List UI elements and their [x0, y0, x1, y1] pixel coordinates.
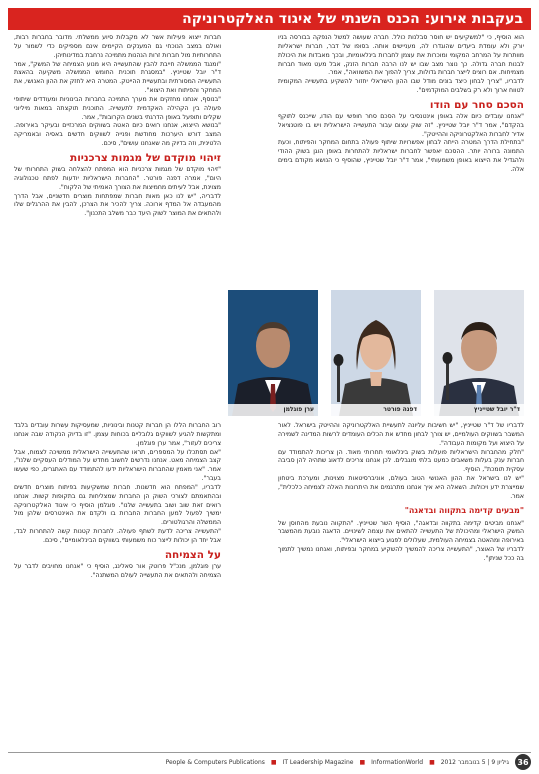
paragraph: לדבריו של האוצר, "התעשייה צריכה להמשיך להשקיע במחקר ובפיתוח, ואנחנו נמשיך לתמוך בה ככל שניתן".	[278, 546, 524, 562]
paragraph: "חלק מהחברות הישראליות פועלות בשוק בינלאומי תחרותי מאוד. הן צריכות להתמודד עם חברות ענק בעלות משאבים כמעט בלתי מוגבלים. לכן אנחנו צריכים לדאוג שתהיה להן סביבה עסקית תומכת", הוסיף.	[278, 448, 524, 474]
paragraph: "התעשייה צריכה לדעת לשתף פעולה. לחברות קטנות קשה להתחרות לבד, אבל יחד הן יכולות לייצר כוח משמעותי בשווקים הבינלאומיים", סיכם.	[14, 528, 221, 544]
paragraph: "זיהוי מוקדם של מגמות צרכניות הוא המפתח להצלחה בשוק התחרותי של היום", אמרה דפנה פורטר. "החברות הישראליות יודעות לפתח טכנולוגיה מצוינת, אבל לעיתים מחמיצות את הצורך האמיתי של הלקוח".	[14, 165, 221, 191]
footer-separator: ■	[270, 758, 277, 766]
column-right-bottom	[278, 422, 524, 748]
paragraph: רוב החברות הללו הן חברות קטנות ובינוניות, שמעסיקות עשרות עובדים בלבד ומתקשות להגיע לשווקים גלובליים בכוחות עצמן. "זו בדיוק הנקודה שבה אנחנו צריכים לעזור", אמר ערן פוגלמן.	[14, 422, 221, 447]
section-heading: הסכם סחר עם הודו	[429, 98, 524, 111]
footer-publisher: People & Computers Publications	[165, 758, 265, 766]
footer-brand: InformationWorld	[371, 758, 424, 766]
page-number: 36	[515, 754, 531, 770]
paragraph: הוא הוסיף, כי "למשקיעים יש חוסר סבלנות כולל. חברה שעושה למשל הנפקה בבורסה בניו יורק ולא עומדת ביעדים שהוגדרו לה, מעניישים אותה. בסופו של דבר, חברות ישראליות מוותרות על המרחב המקומי ומוכרות את עצמן לחברות בינלאומיות, ובכך מאבדות את היכולת לבנות חברה גדולה. כך נוצר מצב שבו יש לנו הרבה חברות הזנק, אבל מעט מאוד חברות מצמיחות. אם רוצים לייצר חברות גדולות, צריך להפוך את המשוואה", אמר.	[278, 34, 524, 77]
footer-separator: ■	[429, 758, 435, 766]
microphone	[446, 360, 449, 400]
speaker-photos	[228, 290, 524, 416]
footer-magazine: IT Leadership Magazine	[282, 758, 354, 766]
paragraph: "יש לנו בישראל את ההון האנושי הטוב בעולם, אוניברסיטאות מצוינות, ומערכת ביטחון שמייצרת ידע ויכולות. השאלה היא איך אנחנו מתרגמים את היתרונות האלה לצמיחה כלכלית", אמר.	[278, 475, 524, 500]
microphone	[337, 362, 340, 402]
section-heading: על הצמיחה	[164, 548, 221, 561]
photo-fogelman	[228, 290, 318, 416]
speaker-portrait	[434, 290, 524, 416]
page-footer	[8, 754, 531, 770]
column-left-top	[14, 34, 221, 370]
paragraph: "בתחילת הדרך המטרה הייתה לבחון אפשרויות שיתוף פעולה בתחום המחקר והפיתוח, וכעת התמונה ברורה יותר. ההסכם יאפשר לחברות ישראליות להתחרות באופן הוגן בשוק ההודי ולהגדיל את הייצוא באופן משמעותי", אמר ד"ר יובל שטייניץ, שהוסיף כי הנושא מקודם בימים אלה.	[278, 139, 524, 173]
paragraph: לדבריו, "צריך לבחון כיצד בונים מודל שבו ההון הישראלי יחזור להשקיע בתעשייה המקומית לטווח ארוך ולא רק בשלבים המוקדמים".	[278, 78, 524, 95]
paragraph: לדבריו, "המפתח הוא חדשנות. חברות שמשקיעות בפיתוח מוצרים חדשים ובהתאמתם לצורכי השוק הן החברות שמצליחות גם בתקופות קשות. אנחנו רואים זאת שוב ושוב בתעשייה שלנו". פוגלמן הוסיף כי איגוד האלקטרוניקה ימשיך לפעול למען החברות החברות בו ולקדם את האינטרסים שלהן מול הממשלה והרגולטורים.	[14, 483, 221, 527]
section-heading: זיהוי מוקדם של מגמות צרכניות	[70, 151, 221, 164]
paragraph: לדבריה, "יש לנו כאן מאות חברות שמפתחות מוצרים חדשניים, אבל הדרך מהמעבדה אל המדף ארוכה. צריך להכיר את הצרכן, להבין את ההרגלים שלו ולהתאים את המוצר לשוק היעד כבר משלב התכנון".	[14, 192, 221, 218]
footer-rule	[8, 752, 531, 753]
column-right-top	[278, 34, 524, 286]
paragraph: "אנחנו מביטים קדימה בתקווה ובדאגה", הוסיף השר שטייניץ. "התקווה נובעת מהחוסן של המשק הישראלי ומהיכולת של התעשייה להתאים את עצמה לשינויים. הדאגה נובעת מהמשבר באירופה ומהאטה בצמיחה העולמית, שעלולים לפגוע בייצוא הישראלי".	[278, 519, 524, 545]
column-left-bottom	[14, 422, 221, 748]
photo-caption: ערן פוגלמן	[228, 404, 318, 416]
paragraph: "ומנגד הממשלה חייבת להבין שהתעשייה היא מנוע הצמיחה של המשק", אמר ד"ר יובל שטייניץ. "במסגרת תוכנית החומש הממשלה משקיעה בהאצת התעשייה המסורתית ובתעשיית ההייטק. המטרה היא לחזק את ההון האנושי, את המחקר והפיתוח ואת היצוא".	[14, 60, 221, 95]
paragraph: "בנוסף, אנחנו מחזקים את מערך התמיכה בחברות הבינוניות ומעודדים שיתופי פעולה בין הקהילה האקדמית לתעשייה. התוכנית תוקצתה במאות מיליוני שקלים ותופעל באופן הדרגתי בשנים הקרובות", אמר.	[14, 95, 221, 121]
photo-caption: ד"ר יובל שטייניץ	[434, 404, 524, 416]
paragraph: לדבריו של ד"ר שטייניץ, "יש חשיבות עליונה לתעשיית האלקטרוניקה וההייטק בישראל. לאור המשבר בשווקים העולמיים, יש צורך לבחון מחדש את הכלים העומדים לרשות המדינה לשמירה על היצוא ועל מקומות העבודה".	[278, 422, 524, 447]
paragraph: חברות ייצוא פעילות אשר לא מקבלות סיוע ממשלתי. מדובר בחברות רבות, ואולם במצב הנוכחי גם המענקים הקיימים אינם מספיקים כדי לשמור על התחרותיות מול חברות זרות הנהנות מתמיכה נרחבת במדינותיהן.	[14, 34, 221, 59]
photo-steinitz	[434, 290, 524, 416]
paragraph: ערן פוגלמן, מנכ"ל פרוטק אור סאלינג, הוסיף כי "אנחנו מחויבים לדבר על הצמיחה ולהתאים את התעשייה לעולם המשתנה".	[14, 562, 221, 579]
paragraph: "בנושא הייצוא, אנחנו רואים כיום האטה בשווקים המרכזיים ובעיקר באירופה. המצב דורש היערכות מחודשת ופנייה לשווקים חדשים באסיה ובאמריקה הלטינית, וזה בדיוק מה שאנחנו עושים", סיכם.	[14, 122, 221, 148]
pull-quote: "מבעים קדימה בתקווה ובדאגה"	[404, 505, 524, 515]
speaker-portrait	[228, 290, 318, 416]
article-banner	[8, 8, 531, 30]
speaker-portrait	[331, 290, 421, 416]
paragraph: "אנחנו עובדים כיום אלה באופן אינטנסיבי על הסכם סחר חופשי עם הודו, שייכנס לתוקף בהקדם", אמר ד"ר יובל שטייניץ. "זה שוק עצום עבור התעשייה הישראלית ויש בו פוטנציאל אדיר לחברות האלקטרוניקה וההייטק".	[278, 112, 524, 138]
paragraph: "אם תסתכלו על המספרים, תראו שהתעשייה הישראלית ממשיכה לצמוח, אבל קצב הצמיחה מאט. אנחנו נדרשים לחשוב מחדש על המודלים העסקיים שלנו", אמר. "אני מאמין שהחברות הישראליות ידעו להתמודד עם האתגרים, כפי שעשו בעבר".	[14, 448, 221, 483]
neck	[370, 372, 382, 386]
microphone-head	[334, 354, 344, 366]
photo-caption: דפנה פורטר	[331, 404, 421, 416]
banner-title: בעקבות אירוע: הכנס השנתי של איגוד האלקטרוניקה	[182, 11, 523, 27]
footer-separator: ■	[359, 758, 366, 766]
photo-porter	[331, 290, 421, 416]
microphone-head	[443, 352, 453, 364]
issue-date: גיליון 9 | 5 בנובמבר 2012	[440, 758, 509, 766]
